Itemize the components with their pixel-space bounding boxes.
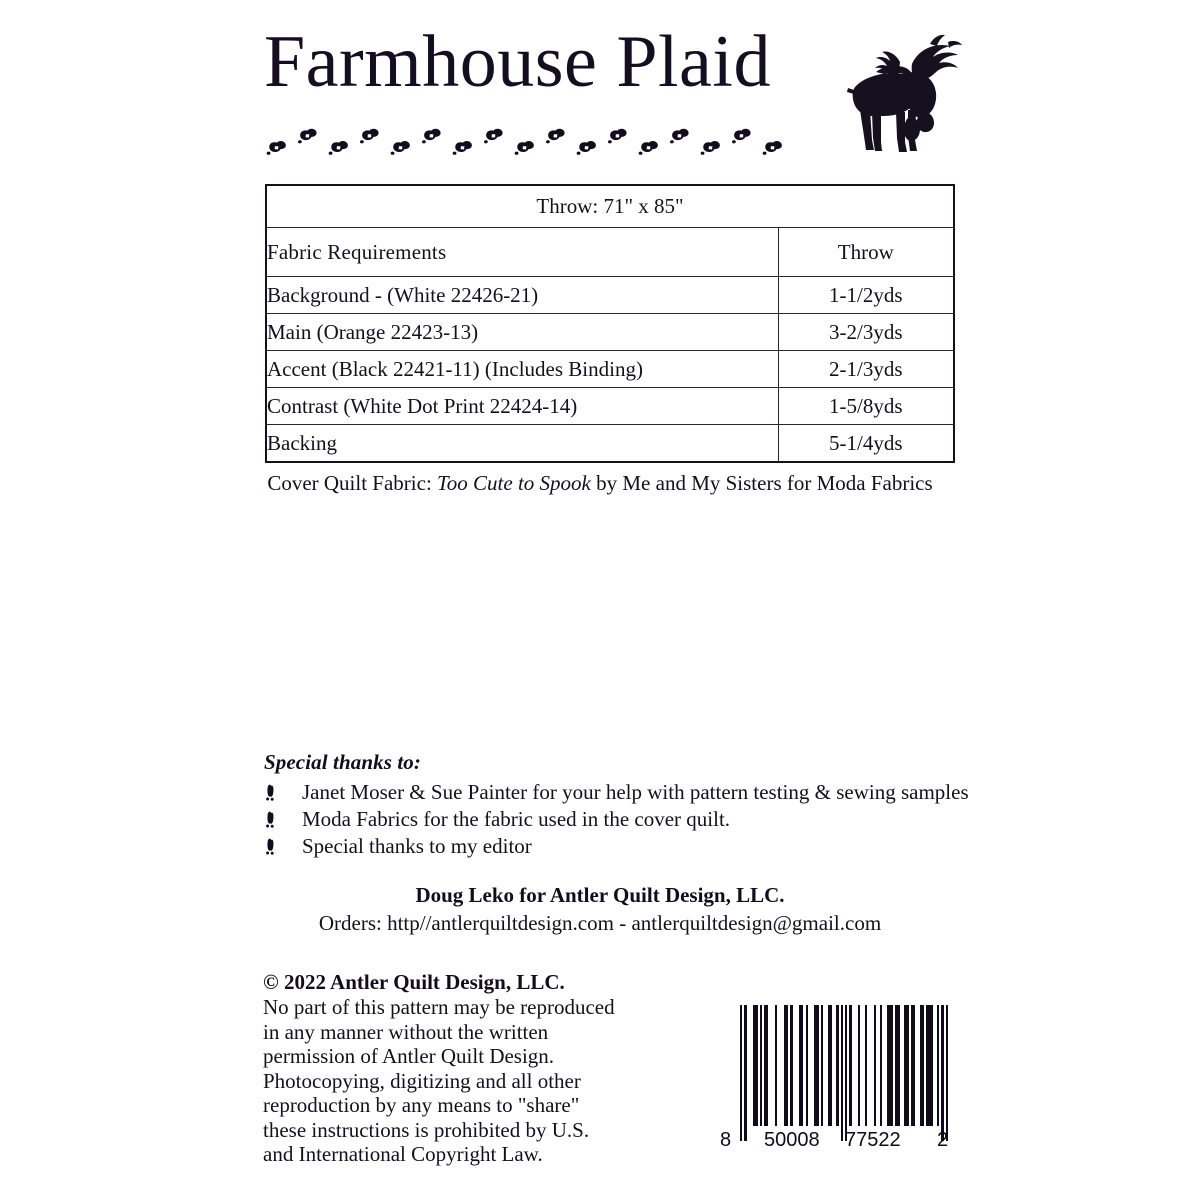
list-item [264, 834, 984, 861]
barcode-bar [845, 1005, 847, 1141]
cover-note-suffix: by Me and My Sisters for Moda Fabrics [590, 471, 933, 495]
hoof-print-icon [264, 780, 302, 801]
table-row [266, 351, 954, 388]
special-thanks-title: Special thanks to: [264, 750, 421, 774]
barcode-bar [946, 1005, 948, 1141]
fabric-quantity: 1-5/8yds [778, 388, 954, 425]
hoof-print-icon [327, 139, 350, 158]
barcode-bar [821, 1005, 823, 1126]
hoof-print-icon [730, 127, 754, 148]
fabric-label: Main (Orange 22423-13) [266, 314, 778, 351]
hoof-print-icon [482, 127, 506, 148]
barcode-icon [718, 1005, 950, 1155]
hoof-print-divider [266, 128, 796, 168]
barcode-bar [836, 1005, 838, 1126]
hoof-print-icon [264, 834, 302, 855]
barcode-digits [718, 1129, 950, 1155]
barcode-bar [895, 1005, 899, 1126]
copyright-line: Photocopying, digitizing and all other [263, 1068, 581, 1093]
special-thanks-item: Moda Fabrics for the fabric used in the cover quilt. [302, 807, 731, 831]
cover-quilt-fabric-note [0, 471, 1200, 496]
hoof-print-icon [389, 139, 412, 158]
copyright-line: permission of Antler Quilt Design. [263, 1044, 555, 1068]
table-row-header [266, 228, 954, 277]
barcode-bar [753, 1005, 757, 1126]
fabric-quantity: 3-2/3yds [778, 314, 954, 351]
barcode-bar [887, 1005, 894, 1126]
list-item [264, 780, 984, 807]
table-row [266, 388, 954, 425]
copyright-heading: © 2022 Antler Quilt Design, LLC. [263, 970, 565, 994]
hoof-print-icon [296, 127, 320, 148]
fabric-requirements-table [265, 184, 955, 463]
barcode-bar [828, 1005, 832, 1126]
barcode-bar [865, 1005, 867, 1126]
fabric-label: Contrast (White Dot Print 22424-14) [266, 388, 778, 425]
copyright-line: in any manner without the written [263, 1019, 549, 1044]
barcode-bar [740, 1005, 742, 1141]
copyright-line: No part of this pattern may be reproduced [263, 995, 615, 1019]
hoof-print-icon [761, 139, 784, 158]
barcode-bars [740, 1005, 948, 1133]
cover-note-fabric-line: Too Cute to Spook [437, 471, 591, 495]
barcode-bar [790, 1005, 792, 1126]
list-item [264, 807, 984, 834]
barcode-bar [858, 1005, 860, 1126]
barcode-bar [814, 1005, 818, 1126]
table-row-size [266, 185, 954, 228]
cover-note-prefix: Cover Quilt Fabric: [267, 471, 438, 495]
moose-silhouette-icon [838, 24, 966, 154]
table-row [266, 425, 954, 463]
barcode-bar [744, 1005, 746, 1141]
column-header-throw: Throw [778, 228, 954, 277]
barcode-bar [764, 1005, 768, 1126]
hoof-print-icon [358, 127, 382, 148]
barcode-digit-group-1: 50008 [764, 1129, 820, 1151]
hoof-print-icon [265, 139, 288, 158]
special-thanks-item: Special thanks to my editor [302, 834, 532, 858]
fabric-quantity: 2-1/3yds [778, 351, 954, 388]
special-thanks-item: Janet Moser & Sue Painter for your help with pattern testing & sewing samples [302, 780, 969, 804]
barcode-bar [926, 1005, 933, 1126]
barcode-bar [937, 1005, 939, 1126]
hoof-print-icon [451, 139, 474, 158]
orders-contact: Orders: http//antlerquiltdesign.com - antlerquiltdesign@gmail.com [318, 911, 882, 935]
barcode-digit-group-2: 77522 [845, 1129, 901, 1151]
quilt-size-label: Throw: 71" x 85" [266, 185, 954, 228]
copyright-line: these instructions is prohibited by U.S. [263, 1117, 590, 1142]
barcode-bar [775, 1005, 777, 1126]
copyright-block [263, 970, 663, 1167]
hoof-print-icon [264, 807, 302, 828]
fabric-label: Background - (White 22426-21) [266, 277, 778, 314]
header [0, 0, 1200, 180]
table-row [266, 314, 954, 351]
barcode-bar [841, 1005, 843, 1141]
barcode-bar [784, 1005, 788, 1126]
credits-block [0, 882, 1200, 938]
barcode-bar [799, 1005, 803, 1126]
barcode-bar [880, 1005, 882, 1126]
special-thanks-section [264, 750, 984, 861]
fabric-quantity: 5-1/4yds [778, 425, 954, 463]
barcode-digit-left: 8 [720, 1129, 732, 1151]
barcode-bar [874, 1005, 876, 1126]
barcode-bar [849, 1005, 851, 1126]
fabric-label: Accent (Black 22421-11) (Includes Binding) [266, 351, 778, 388]
hoof-print-icon [699, 139, 722, 158]
barcode-bar [941, 1005, 943, 1141]
hoof-print-icon [420, 127, 444, 148]
barcode-digit-right: 2 [937, 1129, 949, 1151]
hoof-print-icon [575, 139, 598, 158]
copyright-line: and International Copyright Law. [263, 1142, 543, 1166]
hoof-print-icon [637, 139, 660, 158]
copyright-line: reproduction by any means to "share" [263, 1093, 580, 1117]
designer-credit: Doug Leko for Antler Quilt Design, LLC. [415, 883, 785, 907]
barcode-bar [760, 1005, 762, 1126]
hoof-print-icon [668, 127, 692, 148]
fabric-label: Backing [266, 425, 778, 463]
hoof-print-icon [513, 139, 536, 158]
hoof-print-icon [606, 127, 630, 148]
fabric-requirements-title: Fabric Requirements [266, 228, 778, 277]
table-row [266, 277, 954, 314]
barcode-bar [806, 1005, 808, 1126]
page-title: Farmhouse Plaid [264, 21, 771, 103]
hoof-print-icon [544, 127, 568, 148]
barcode-bar [920, 1005, 924, 1126]
fabric-quantity: 1-1/2yds [778, 277, 954, 314]
barcode-bar [904, 1005, 908, 1126]
barcode-bar [911, 1005, 915, 1126]
